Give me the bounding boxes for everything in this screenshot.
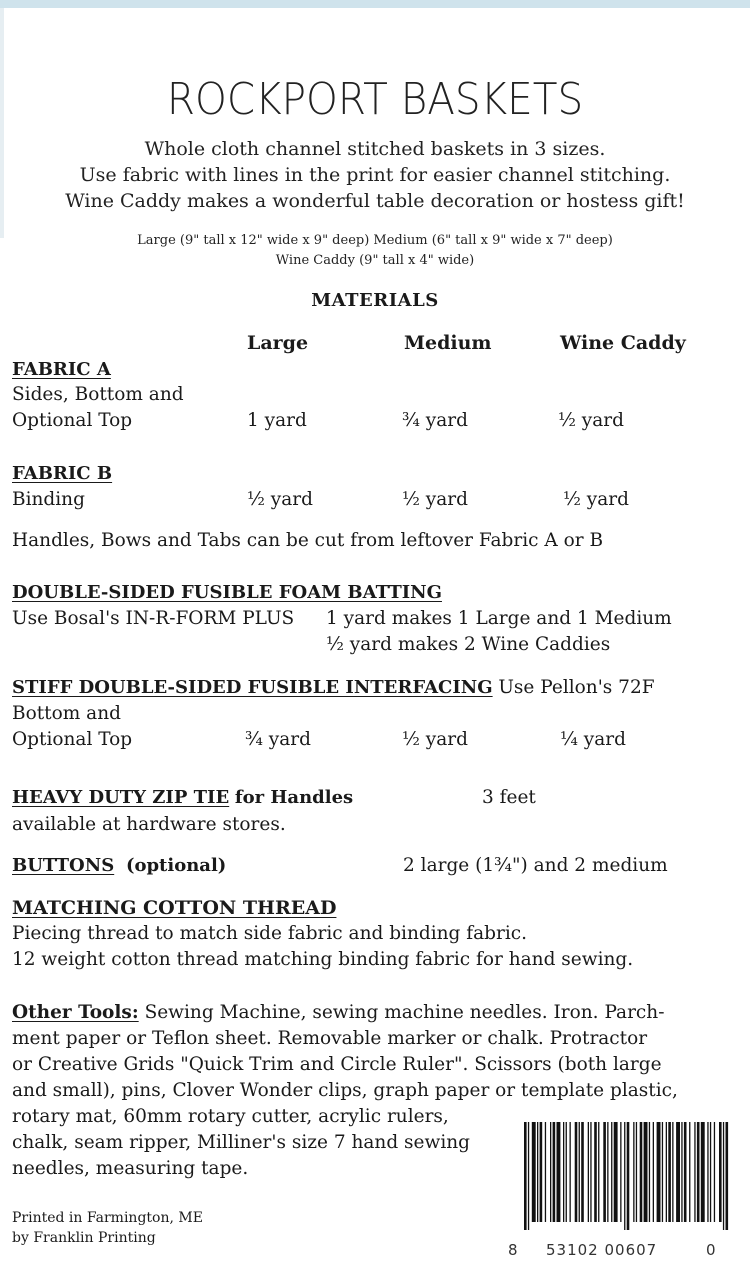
barcode-bar <box>627 1122 630 1230</box>
interfacing-heading-row <box>12 677 655 698</box>
fabric-a-heading: FABRIC A <box>12 359 111 380</box>
barcode-bar <box>620 1122 621 1222</box>
barcode-bar <box>566 1122 567 1222</box>
barcode-bar <box>588 1122 589 1222</box>
fabric-b-wine-caddy: ½ yard <box>563 489 629 510</box>
column-header-wine-caddy: Wine Caddy <box>560 332 686 354</box>
barcode-bar <box>697 1122 700 1222</box>
other-tools-label: Other Tools: <box>12 1002 139 1023</box>
barcode-bar <box>607 1122 608 1222</box>
other-tools-line-2: ment paper or Teflon sheet. Removable marker or chalk. Protractor <box>12 1028 648 1049</box>
other-tools-line-6: chalk, seam ripper, Milliner's size 7 hand sewing <box>12 1132 471 1153</box>
barcode-bar <box>528 1122 529 1230</box>
foam-product: Use Bosal's IN-R-FORM PLUS <box>12 608 295 629</box>
fabric-a-wine-caddy: ½ yard <box>558 410 624 431</box>
printer-line-1: Printed in Farmington, ME <box>12 1210 203 1226</box>
interfacing-desc-1: Bottom and <box>12 703 121 724</box>
page-title: ROCKPORT BASKETS <box>166 74 584 125</box>
fabric-a-desc-2: Optional Top <box>12 410 133 431</box>
column-header-medium: Medium <box>404 332 492 354</box>
barcode-bar <box>710 1122 711 1222</box>
interfacing-large: ¾ yard <box>245 729 311 750</box>
barcode-digits: 53102 00607 <box>546 1241 658 1259</box>
barcode-bar <box>581 1122 584 1222</box>
other-tools-line-4: and small), pins, Clover Wonder clips, graph paper or template plastic, <box>12 1080 678 1101</box>
fabric-b-heading: FABRIC B <box>12 463 113 484</box>
barcode-bar <box>633 1122 634 1222</box>
barcode-bar <box>611 1122 612 1222</box>
barcode-bar <box>524 1122 527 1230</box>
barcode-bar <box>719 1122 722 1222</box>
barcode-bar <box>668 1122 671 1222</box>
barcode-bar <box>707 1122 708 1222</box>
barcode-bar <box>594 1122 597 1222</box>
barcode-left-digit: 8 <box>508 1241 518 1259</box>
barcode-bar <box>532 1122 536 1222</box>
thread-heading: MATCHING COTTON THREAD <box>12 897 337 919</box>
barcode-bar <box>614 1122 618 1222</box>
barcode-bar <box>672 1122 673 1222</box>
barcode-bar <box>714 1122 715 1222</box>
barcode-bar <box>624 1122 625 1230</box>
barcode-bar <box>570 1122 571 1222</box>
fabric-b-desc: Binding <box>12 489 85 510</box>
barcode-bar <box>653 1122 654 1222</box>
interfacing-medium: ½ yard <box>402 729 468 750</box>
barcode-bar <box>723 1122 724 1230</box>
barcode-bar <box>684 1122 687 1222</box>
barcode-bar <box>649 1122 650 1222</box>
other-tools-text-1: Sewing Machine, sewing machine needles. Iron. Parch- <box>144 1002 665 1023</box>
barcode-bar <box>726 1122 729 1230</box>
fabric-a-large: 1 yard <box>247 410 307 431</box>
barcode-bar <box>550 1122 551 1222</box>
intro-line-3: Wine Caddy makes a wonderful table decoration or hostess gift! <box>65 190 685 212</box>
zip-tie-note: available at hardware stores. <box>12 814 286 835</box>
buttons-optional: (optional) <box>125 855 227 876</box>
barcode-bar <box>662 1122 663 1222</box>
barcode-bar <box>636 1122 637 1222</box>
interfacing-wine-caddy: ¼ yard <box>560 729 626 750</box>
barcode-bar <box>676 1122 680 1222</box>
barcode-bar <box>681 1122 682 1222</box>
barcode-bar <box>537 1122 538 1222</box>
zip-tie-heading-row <box>12 787 353 808</box>
barcode-bar <box>603 1122 606 1222</box>
top-border <box>0 0 750 8</box>
other-tools-line-7: needles, measuring tape. <box>12 1158 249 1179</box>
barcode-bar <box>553 1122 556 1222</box>
column-header-large: Large <box>247 332 309 354</box>
barcode-bars <box>524 1122 728 1230</box>
barcode-bar <box>694 1122 695 1222</box>
zip-tie-heading: HEAVY DUTY ZIP TIE <box>12 787 230 808</box>
other-tools-line-3: or Creative Grids "Quick Trim and Circle Ruler". Scissors (both large <box>12 1054 662 1075</box>
barcode-bar <box>540 1122 543 1222</box>
barcode-bar <box>701 1122 705 1222</box>
buttons-heading-row <box>12 855 226 876</box>
fabric-a-medium: ¾ yard <box>402 410 468 431</box>
sizes-line-2: Wine Caddy (9" tall x 4" wide) <box>275 253 475 268</box>
handles-note: Handles, Bows and Tabs can be cut from leftover Fabric A or B <box>12 530 604 551</box>
barcode-bar <box>657 1122 661 1222</box>
barcode-right-digit: 0 <box>706 1241 716 1259</box>
foam-yield-1: 1 yard makes 1 Large and 1 Medium <box>326 608 672 629</box>
barcode <box>522 1122 732 1230</box>
sizes-line-1: Large (9" tall x 12" wide x 9" deep) Medium (6" tall x 9" wide x 7" deep) <box>137 233 613 248</box>
printer-line-2: by Franklin Printing <box>12 1230 156 1246</box>
barcode-bar <box>545 1122 546 1222</box>
materials-heading: MATERIALS <box>311 290 439 311</box>
buttons-heading: BUTTONS <box>12 855 115 876</box>
intro-line-2: Use fabric with lines in the print for easier channel stitching. <box>79 164 671 186</box>
buttons-amount: 2 large (1¾") and 2 medium <box>403 855 668 876</box>
zip-tie-purpose: for Handles <box>234 787 354 808</box>
interfacing-heading: STIFF DOUBLE-SIDED FUSIBLE INTERFACING <box>12 677 493 698</box>
barcode-bar <box>598 1122 599 1222</box>
zip-tie-amount: 3 feet <box>482 787 536 808</box>
barcode-bar <box>575 1122 578 1222</box>
foam-heading: DOUBLE-SIDED FUSIBLE FOAM BATTING <box>12 582 442 603</box>
barcode-bar <box>563 1122 564 1222</box>
barcode-bar <box>640 1122 643 1222</box>
barcode-bar <box>666 1122 667 1222</box>
fabric-b-medium: ½ yard <box>402 489 468 510</box>
fabric-a-desc-1: Sides, Bottom and <box>12 384 184 405</box>
barcode-bar <box>579 1122 580 1222</box>
other-tools-line-5: rotary mat, 60mm rotary cutter, acrylic rulers, <box>12 1106 449 1127</box>
barcode-bar <box>644 1122 648 1222</box>
fabric-b-large: ½ yard <box>247 489 313 510</box>
intro-line-1: Whole cloth channel stitched baskets in 3 sizes. <box>144 138 606 160</box>
interfacing-product: Use Pellon's 72F <box>498 677 655 698</box>
barcode-bar <box>590 1122 591 1222</box>
barcode-bar <box>689 1122 690 1222</box>
foam-yield-2: ½ yard makes 2 Wine Caddies <box>326 634 611 655</box>
thread-line-1: Piecing thread to match side fabric and binding fabric. <box>12 923 528 944</box>
thread-line-2: 12 weight cotton thread matching binding fabric for hand sewing. <box>12 949 634 970</box>
other-tools-line-1 <box>12 1002 664 1023</box>
barcode-bar <box>557 1122 561 1222</box>
interfacing-desc-2: Optional Top <box>12 729 133 750</box>
